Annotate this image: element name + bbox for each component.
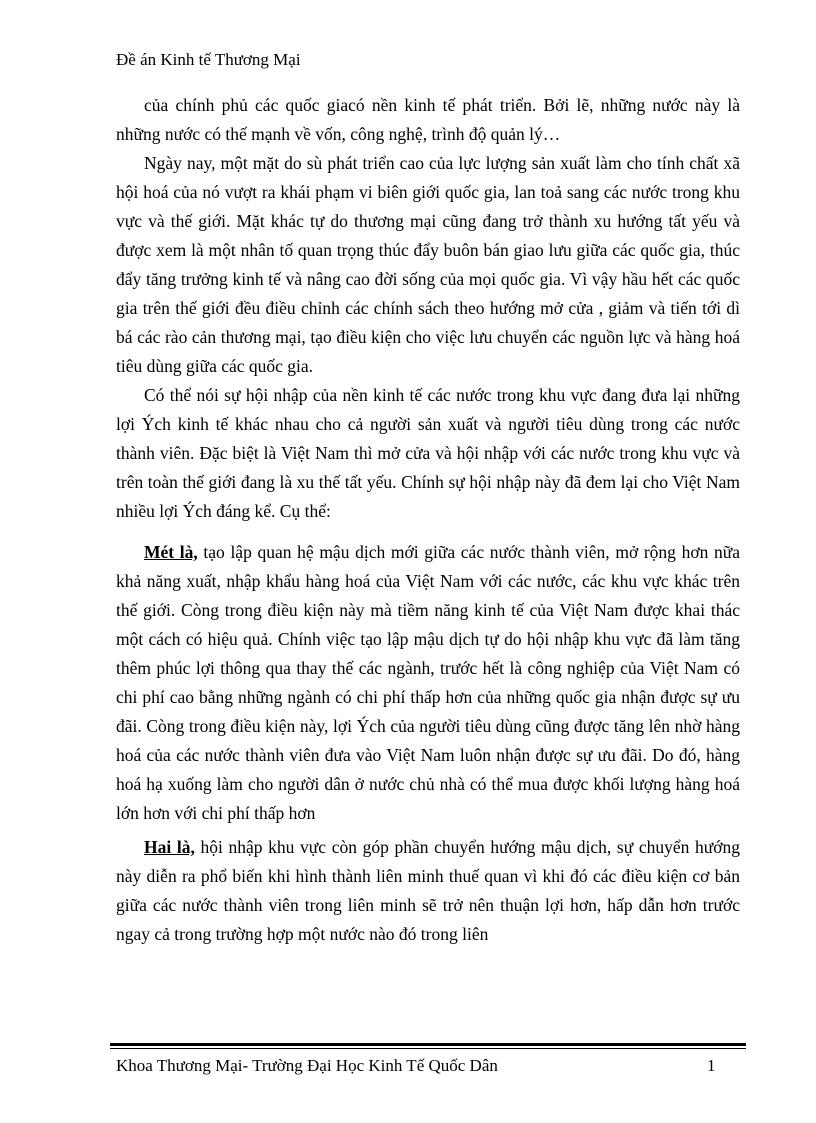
paragraph-3: Có thể nói sự hội nhập của nền kinh tế các nước trong khu vực đang đưa lại những lợi Ých kinh tế khác nhau cho cả người sản xuất và người tiêu dùng trong các nước thành viên. Đặc biệt là Việt Nam thì mở cửa và hội nhập với các nước trong khu vực và trên toàn thế giới đang là xu thế tất yếu. Chính sự hội nhập này đã đem lại cho Việt Nam nhiều lợi Ých đáng kể. Cụ thể: xyxy=(116,385,740,521)
paragraph-4 xyxy=(116,538,740,828)
paragraph-4-text: tạo lập quan hệ mậu dịch mới giữa các nước thành viên, mở rộng hơn nữa khả năng xuất, nhập khẩu hàng hoá của Việt Nam với các nước, các khu vực khác trên thế giới. Còng trong điều kiện này mà tiềm năng kinh tế của Việt Nam được khai thác một cách có hiệu quả. Chính việc tạo lập mậu dịch tự do hội nhập khu vực đã làm tăng thêm phúc lợi thông qua thay thế các ngành, trước hết là công nghiệp của Việt Nam có chi phí cao bằng những ngành có chi phí thấp hơn của những quốc gia nhận được sự ưu đãi. Còng trong điều kiện này, lợi Ých của người tiêu dùng cũng được tăng lên nhờ hàng hoá của các nước thành viên đưa vào Việt Nam luôn nhận được sự ưu đãi. Do đó, hàng hoá hạ xuống làm cho người dân ở nước chủ nhà có thể mua được khối lượng hàng hoá lớn hơn với chi phí thấp hơn xyxy=(116,542,740,823)
page-number: 1 xyxy=(707,1056,716,1075)
footer-divider xyxy=(110,1043,746,1049)
paragraph-5-lead: Hai là, xyxy=(144,837,195,857)
page-header-title: Đề án Kinh tế Thương Mại xyxy=(116,50,301,69)
paragraph-2: Ngày nay, một mặt do sù phát triển cao của lực lượng sản xuất làm cho tính chất xã hội hoá của nó vượt ra khái phạm vi biên giới quốc gia, lan toả sang các nước trong khu vực và thế giới. Mặt khác tự do thương mại cũng đang trở thành xu hướng tất yếu và được xem là một nhân tố quan trọng thúc đẩy buôn bán giao lưu giữa các quốc gia, thúc đẩy tăng trưởng kinh tế và nâng cao đời sống của mọi quốc gia. Vì vậy hầu hết các quốc gia trên thế giới đều điều chỉnh các chính sách theo hướng mở cửa , giảm và tiến tới dì bá các rào cản thương mại, tạo điều kiện cho việc lưu chuyển các nguồn lực và hàng hoá tiêu dùng giữa các quốc gia. xyxy=(116,153,740,376)
paragraph-5 xyxy=(116,833,740,949)
paragraph-4-lead: Mét là, xyxy=(144,542,198,562)
footer-text: Khoa Thương Mại- Trường Đại Học Kinh Tế Quốc Dân xyxy=(116,1056,498,1075)
paragraph-1: của chính phủ các quốc giacó nền kinh tế phát triển. Bởi lẽ, những nước này là những nước có thế mạnh về vốn, công nghệ, trình độ quản lý… xyxy=(116,95,740,144)
paragraph-5-text: hội nhập khu vực còn góp phần chuyển hướng mậu dịch, sự chuyển hướng này diễn ra phổ biến khi hình thành liên minh thuế quan vì khi đó các điều kiện cơ bản giữa các nước thành viên trong liên minh sẽ trở nên thuận lợi hơn, hấp dẫn hơn trước ngay cả trong trường hợp một nước nào đó trong liên xyxy=(116,837,740,944)
document-body xyxy=(116,91,740,949)
